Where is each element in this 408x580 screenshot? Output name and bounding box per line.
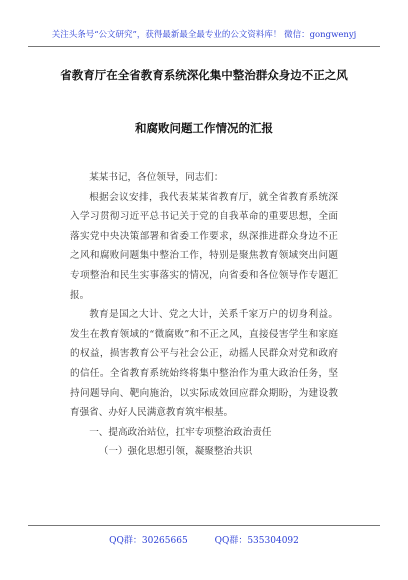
footer-qq-group-2[interactable]: QQ群：535304092 — [214, 536, 299, 546]
document-body — [70, 168, 338, 462]
header-divider — [28, 46, 380, 47]
footer-divider — [28, 525, 380, 526]
paragraph-2: 教育是国之大计、党之大计，关系千家万户的切身利益。发生在教育领域的“微腐败”和不正之风，直接侵害学生和家庭的权益，损害教育公平与社会公正，动摇人民群众对党和政府的信任。全省教育系统始终将集中整治作为重大政治任务，坚持问题导向、靶向施治，以实际成效回应群众期盼，为建设教育强省、办好人民满意教育筑牢根基。 — [70, 309, 338, 419]
paragraph-1: 根据会议安排，我代表某某省教育厅，就全省教育系统深入学习贯彻习近平总书记关于党的自我革命的重要思想，全面落实党中央决策部署和省委工作要求，纵深推进群众身边不正之风和腐败问题集中整治工作，特别是聚焦教育领域突出问题专项整治和民生实事落实的情况，向省委和各位领导作专题汇报。 — [70, 191, 338, 301]
header-banner[interactable]: 关注头条号“公文研究”，获得最新最全最专业的公文资料库！ 微信：gongwenyj — [51, 30, 357, 40]
footer — [0, 533, 408, 546]
subsection-heading-1: （一）强化思想引领，凝聚整治共识 — [98, 446, 253, 458]
document-title-line-2: 和腐败问题工作情况的汇报 — [135, 121, 273, 135]
salutation: 某某书记，各位领导，同志们： — [89, 172, 224, 183]
document-title-line-1: 省教育厅在全省教育系统深化集中整治群众身边不正之风 — [60, 68, 348, 82]
footer-qq-group-1[interactable]: QQ群：30265665 — [109, 536, 188, 546]
section-heading-1: 一、提高政治站位，扛牢专项整治政治责任 — [89, 426, 272, 438]
